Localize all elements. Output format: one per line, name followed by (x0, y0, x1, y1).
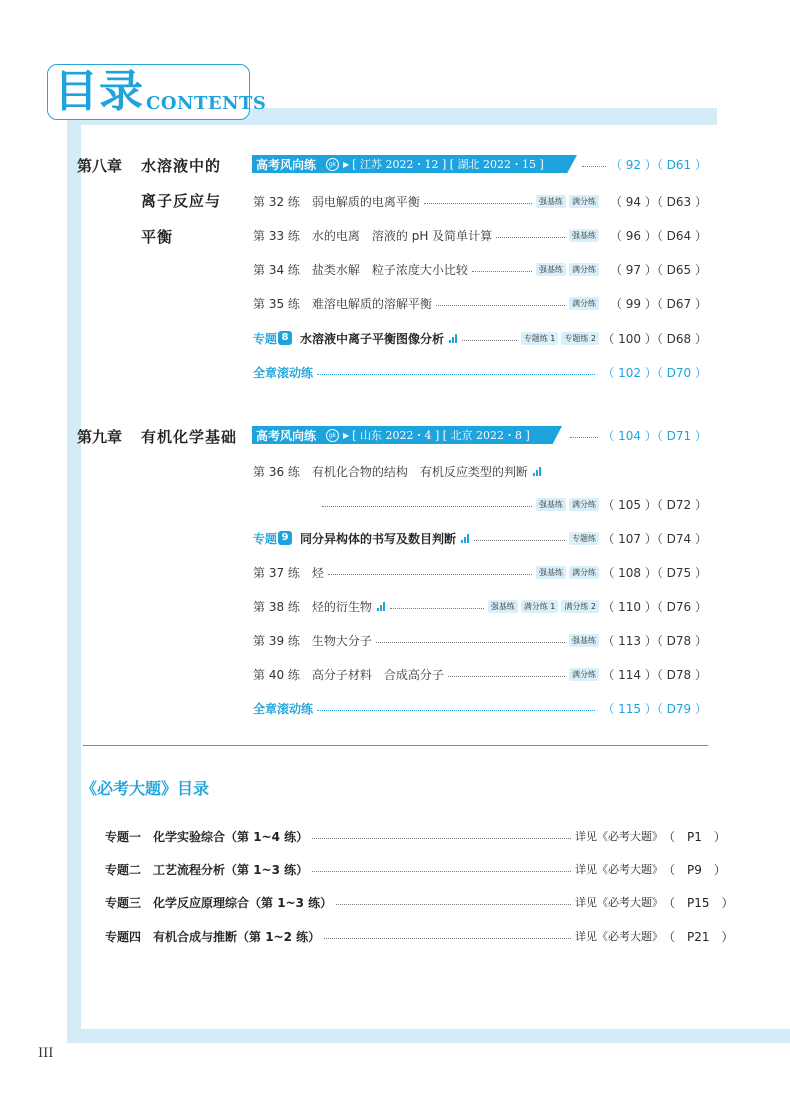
tag: 满分练 (569, 566, 599, 579)
toc-entry[interactable] (253, 562, 707, 582)
topic-title: 有机合成与推断（第 1~2 练） (153, 929, 321, 944)
banner-label: 高考风向练 (256, 157, 317, 172)
topic-title: 化学反应原理综合（第 1~3 练） (153, 895, 333, 910)
must-exam-title: 《必考大题》目录 (81, 779, 210, 798)
lesson-title: 难溶电解质的溶解平衡 (311, 296, 432, 311)
leader-dots (448, 676, 565, 677)
topic-title: 同分异构体的书写及数目判断 (300, 531, 457, 546)
chapter-label: 第八章 (77, 157, 123, 175)
tag: 满分练 (569, 498, 599, 511)
tag: 强基练 (536, 498, 566, 511)
toc-entry[interactable] (253, 630, 707, 650)
chapter-8-heading (77, 155, 221, 176)
leader-dots (570, 437, 598, 438)
tag: 满分练 (569, 195, 599, 208)
lesson-number: 第 40 练 (253, 667, 300, 682)
lesson-title: 生物大分子 (311, 633, 372, 648)
lesson-title: 烃的衍生物 (311, 599, 372, 614)
arrow-icon: ▶ (343, 430, 350, 440)
toc-entry[interactable] (253, 225, 707, 245)
topic-label: 专题二 (105, 862, 142, 877)
lesson-number: 第 34 练 (253, 262, 300, 277)
reference: 详见《必考大题》 (575, 896, 663, 909)
toc-entry[interactable] (253, 259, 707, 279)
lesson-number: 第 33 练 (253, 228, 300, 243)
tag: 专题练 2 (561, 332, 599, 345)
difficulty-icon (461, 534, 470, 543)
tag: 专题练 (569, 532, 599, 545)
reference: 详见《必考大题》 (575, 863, 663, 876)
page-ref: （ 115 ）（ D79 ） (602, 701, 707, 716)
reference: 详见《必考大题》 (575, 930, 663, 943)
review-title: 全章滚动练 (253, 701, 314, 716)
lesson-title: 水的电离 溶液的 pH 及简单计算 (311, 228, 493, 243)
tag: 满分练 2 (561, 600, 599, 613)
reference: 详见《必考大题》 (575, 830, 663, 843)
topic-label: 专题三 (105, 895, 142, 910)
chapter-name: 水溶液中的 (141, 157, 222, 175)
page-ref: （ 113 ）（ D78 ） (602, 633, 707, 648)
must-exam-row[interactable] (105, 926, 734, 946)
gaokao-banner[interactable] (252, 155, 577, 173)
banner-page-row (566, 425, 707, 445)
lesson-number: 第 32 练 (253, 194, 300, 209)
gaokao-banner[interactable] (252, 426, 562, 444)
toc-entry-review[interactable] (253, 362, 707, 382)
page-ref: （ 100 ）（ D68 ） (602, 331, 707, 346)
leader-dots (424, 203, 532, 204)
toc-entry-topic[interactable] (253, 528, 707, 548)
topic-number-badge: 8 (278, 331, 292, 345)
page-ref: （ 94 ）（ D63 ） (609, 194, 707, 209)
tag: 满分练 (569, 297, 599, 310)
lesson-title: 高分子材料 合成高分子 (311, 667, 444, 682)
page-ref: （ P9 ） (663, 862, 726, 877)
tag: 强基练 (536, 566, 566, 579)
page-ref: （ 96 ）（ D64 ） (609, 228, 707, 243)
chapter-label: 第九章 (77, 428, 123, 446)
page-ref: （ 99 ）（ D67 ） (609, 296, 707, 311)
page-ref: （ P15 ） (663, 895, 734, 910)
toc-entry[interactable] (253, 664, 707, 684)
lesson-number: 第 36 练 (253, 464, 300, 479)
topic-title: 化学实验综合（第 1~4 练） (153, 829, 309, 844)
leader-dots (322, 506, 532, 507)
lesson-title: 盐类水解 粒子浓度大小比较 (311, 262, 468, 277)
page-number: III (38, 1046, 54, 1061)
topic-number-badge: 9 (278, 531, 292, 545)
toc-entry[interactable] (253, 293, 707, 313)
lesson-title: 有机化合物的结构 有机反应类型的判断 (311, 464, 528, 479)
topic-label: 专题 (253, 331, 278, 346)
topic-title: 工艺流程分析（第 1~3 练） (153, 862, 309, 877)
chapter-name: 有机化学基础 (141, 428, 238, 446)
page-frame-left (67, 108, 81, 1043)
leader-dots (324, 938, 571, 939)
page-ref: （ 107 ）（ D74 ） (602, 531, 707, 546)
toc-entry-topic[interactable] (253, 328, 707, 348)
lesson-title: 烃 (311, 565, 324, 580)
toc-entry[interactable] (253, 191, 707, 211)
tag: 满分练 (569, 263, 599, 276)
page-ref: （ P1 ） (663, 829, 726, 844)
tag: 满分练 (569, 668, 599, 681)
must-exam-row[interactable] (105, 826, 726, 846)
leader-dots (376, 642, 565, 643)
leader-dots (328, 574, 532, 575)
lesson-title: 弱电解质的电离平衡 (311, 194, 420, 209)
review-title: 全章滚动练 (253, 365, 314, 380)
chapter-9-heading (77, 426, 237, 447)
leader-dots (390, 608, 484, 609)
must-exam-row[interactable] (105, 892, 734, 912)
lesson-number: 第 39 练 (253, 633, 300, 648)
chapter-name-line: 离子反应与 (141, 192, 222, 210)
leader-dots (496, 237, 565, 238)
leader-dots (312, 871, 571, 872)
topic-label: 专题一 (105, 829, 142, 844)
gaokao-icon: gk (326, 158, 339, 171)
topic-title: 水溶液中离子平衡图像分析 (300, 331, 445, 346)
page-ref: （ 105 ）（ D72 ） (602, 497, 707, 512)
toc-entry-line2[interactable] (322, 494, 707, 514)
leader-dots (436, 305, 565, 306)
lesson-number: 第 37 练 (253, 565, 300, 580)
section-divider (83, 745, 708, 746)
banner-label: 高考风向练 (256, 428, 317, 443)
banner-page-row (578, 154, 707, 174)
page-ref: （ P21 ） (663, 929, 734, 944)
toc-entry[interactable] (253, 596, 707, 616)
leader-dots (462, 340, 517, 341)
tag: 强基练 (536, 195, 566, 208)
banner-sources: [ 山东 2022・4 ] [ 北京 2022・8 ] (352, 429, 530, 442)
arrow-icon: ▶ (343, 159, 350, 169)
page-ref: （ 92 ）（ D61 ） (609, 157, 707, 172)
banner-sources: [ 江苏 2022・12 ] [ 湖北 2022・15 ] (352, 158, 544, 171)
gaokao-icon: gk (326, 429, 339, 442)
page-title-en: CONTENTS (146, 93, 267, 114)
difficulty-icon (533, 467, 542, 476)
toc-entry-line1[interactable] (253, 461, 707, 481)
leader-dots (336, 904, 571, 905)
must-exam-row[interactable] (105, 859, 726, 879)
tag: 强基练 (569, 229, 599, 242)
page-ref: （ 110 ）（ D76 ） (602, 599, 707, 614)
topic-label: 专题 (253, 531, 278, 546)
page-frame-bottom (67, 1029, 790, 1043)
page-title: 目录 (54, 66, 144, 117)
page-ref: （ 108 ）（ D75 ） (602, 565, 707, 580)
difficulty-icon (449, 334, 458, 343)
leader-dots (317, 374, 595, 375)
topic-label: 专题四 (105, 929, 142, 944)
leader-dots (317, 710, 595, 711)
toc-entry-review[interactable] (253, 698, 707, 718)
leader-dots (472, 271, 532, 272)
leader-dots (312, 838, 571, 839)
leader-dots (474, 540, 565, 541)
tag: 强基练 (536, 263, 566, 276)
page-ref: （ 104 ）（ D71 ） (602, 428, 707, 443)
leader-dots (582, 166, 606, 167)
lesson-number: 第 35 练 (253, 296, 300, 311)
tag: 满分练 1 (521, 600, 559, 613)
lesson-number: 第 38 练 (253, 599, 300, 614)
tag: 强基练 (488, 600, 518, 613)
difficulty-icon (377, 602, 386, 611)
chapter-name-line: 平衡 (141, 228, 174, 246)
page-ref: （ 114 ）（ D78 ） (602, 667, 707, 682)
tag: 专题练 1 (521, 332, 559, 345)
page-ref: （ 97 ）（ D65 ） (609, 262, 707, 277)
tag: 强基练 (569, 634, 599, 647)
page-ref: （ 102 ）（ D70 ） (602, 365, 707, 380)
